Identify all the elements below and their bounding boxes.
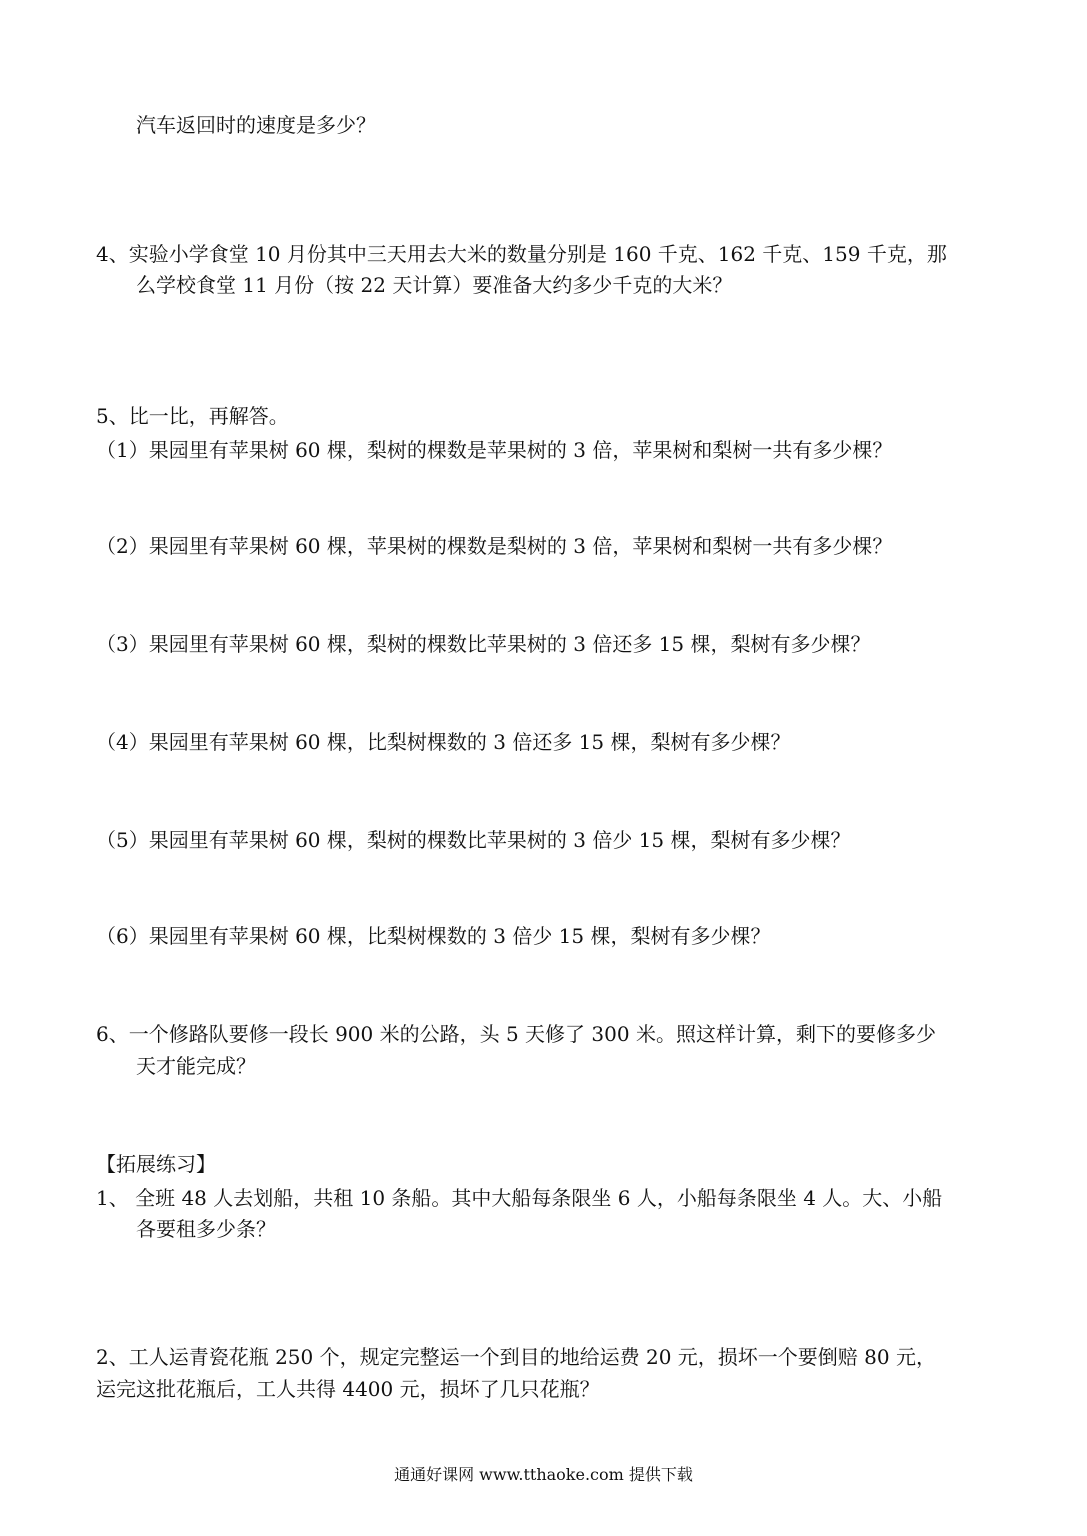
extension-question-2-line-1: 2、工人运青瓷花瓶 250 个，规定完整运一个到目的地给运费 20 元，损坏一个要倒赔 80 元， — [96, 1345, 936, 1369]
question-5-item-2: （2）果园里有苹果树 60 棵，苹果树的棵数是梨树的 3 倍，苹果树和梨树一共有多少棵？ — [96, 534, 893, 558]
question-5-item-1: （1）果园里有苹果树 60 棵，梨树的棵数是苹果树的 3 倍，苹果树和梨树一共有多少棵？ — [96, 438, 893, 462]
question-5-item-6: （6）果园里有苹果树 60 棵，比梨树棵数的 3 倍少 15 棵，梨树有多少棵？ — [96, 924, 771, 948]
question-5-item-3: （3）果园里有苹果树 60 棵，梨树的棵数比苹果树的 3 倍还多 15 棵，梨树有多少棵？ — [96, 632, 871, 656]
extension-question-1-line-1: 1、 全班 48 人去划船，共租 10 条船。其中大船每条限坐 6 人，小船每条限坐 4 人。大、小船 — [96, 1186, 943, 1210]
question-4-line-1: 4、实验小学食堂 10 月份其中三天用去大米的数量分别是 160 千克、162 千克、159 千克，那 — [96, 242, 947, 266]
extension-question-2-line-2: 运完这批花瓶后，工人共得 4400 元，损坏了几只花瓶？ — [96, 1377, 600, 1401]
question-6-line-2: 天才能完成？ — [136, 1054, 256, 1078]
extension-question-1-line-2: 各要租多少条？ — [136, 1217, 276, 1241]
question-4-line-2: 么学校食堂 11 月份（按 22 天计算）要准备大约多少千克的大米？ — [136, 273, 733, 297]
footer-credit: 通通好课网 www.tthaoke.com 提供下载 — [394, 1465, 693, 1484]
continuation-line: 汽车返回时的速度是多少？ — [136, 113, 376, 137]
question-5-title: 5、比一比，再解答。 — [96, 404, 289, 428]
extension-heading: 【拓展练习】 — [96, 1152, 216, 1176]
question-5-item-4: （4）果园里有苹果树 60 棵，比梨树棵数的 3 倍还多 15 棵，梨树有多少棵？ — [96, 730, 791, 754]
question-6-line-1: 6、一个修路队要修一段长 900 米的公路，头 5 天修了 300 米。照这样计算，剩下的要修多少 — [96, 1022, 936, 1046]
question-5-item-5: （5）果园里有苹果树 60 棵，梨树的棵数比苹果树的 3 倍少 15 棵，梨树有多少棵？ — [96, 828, 851, 852]
